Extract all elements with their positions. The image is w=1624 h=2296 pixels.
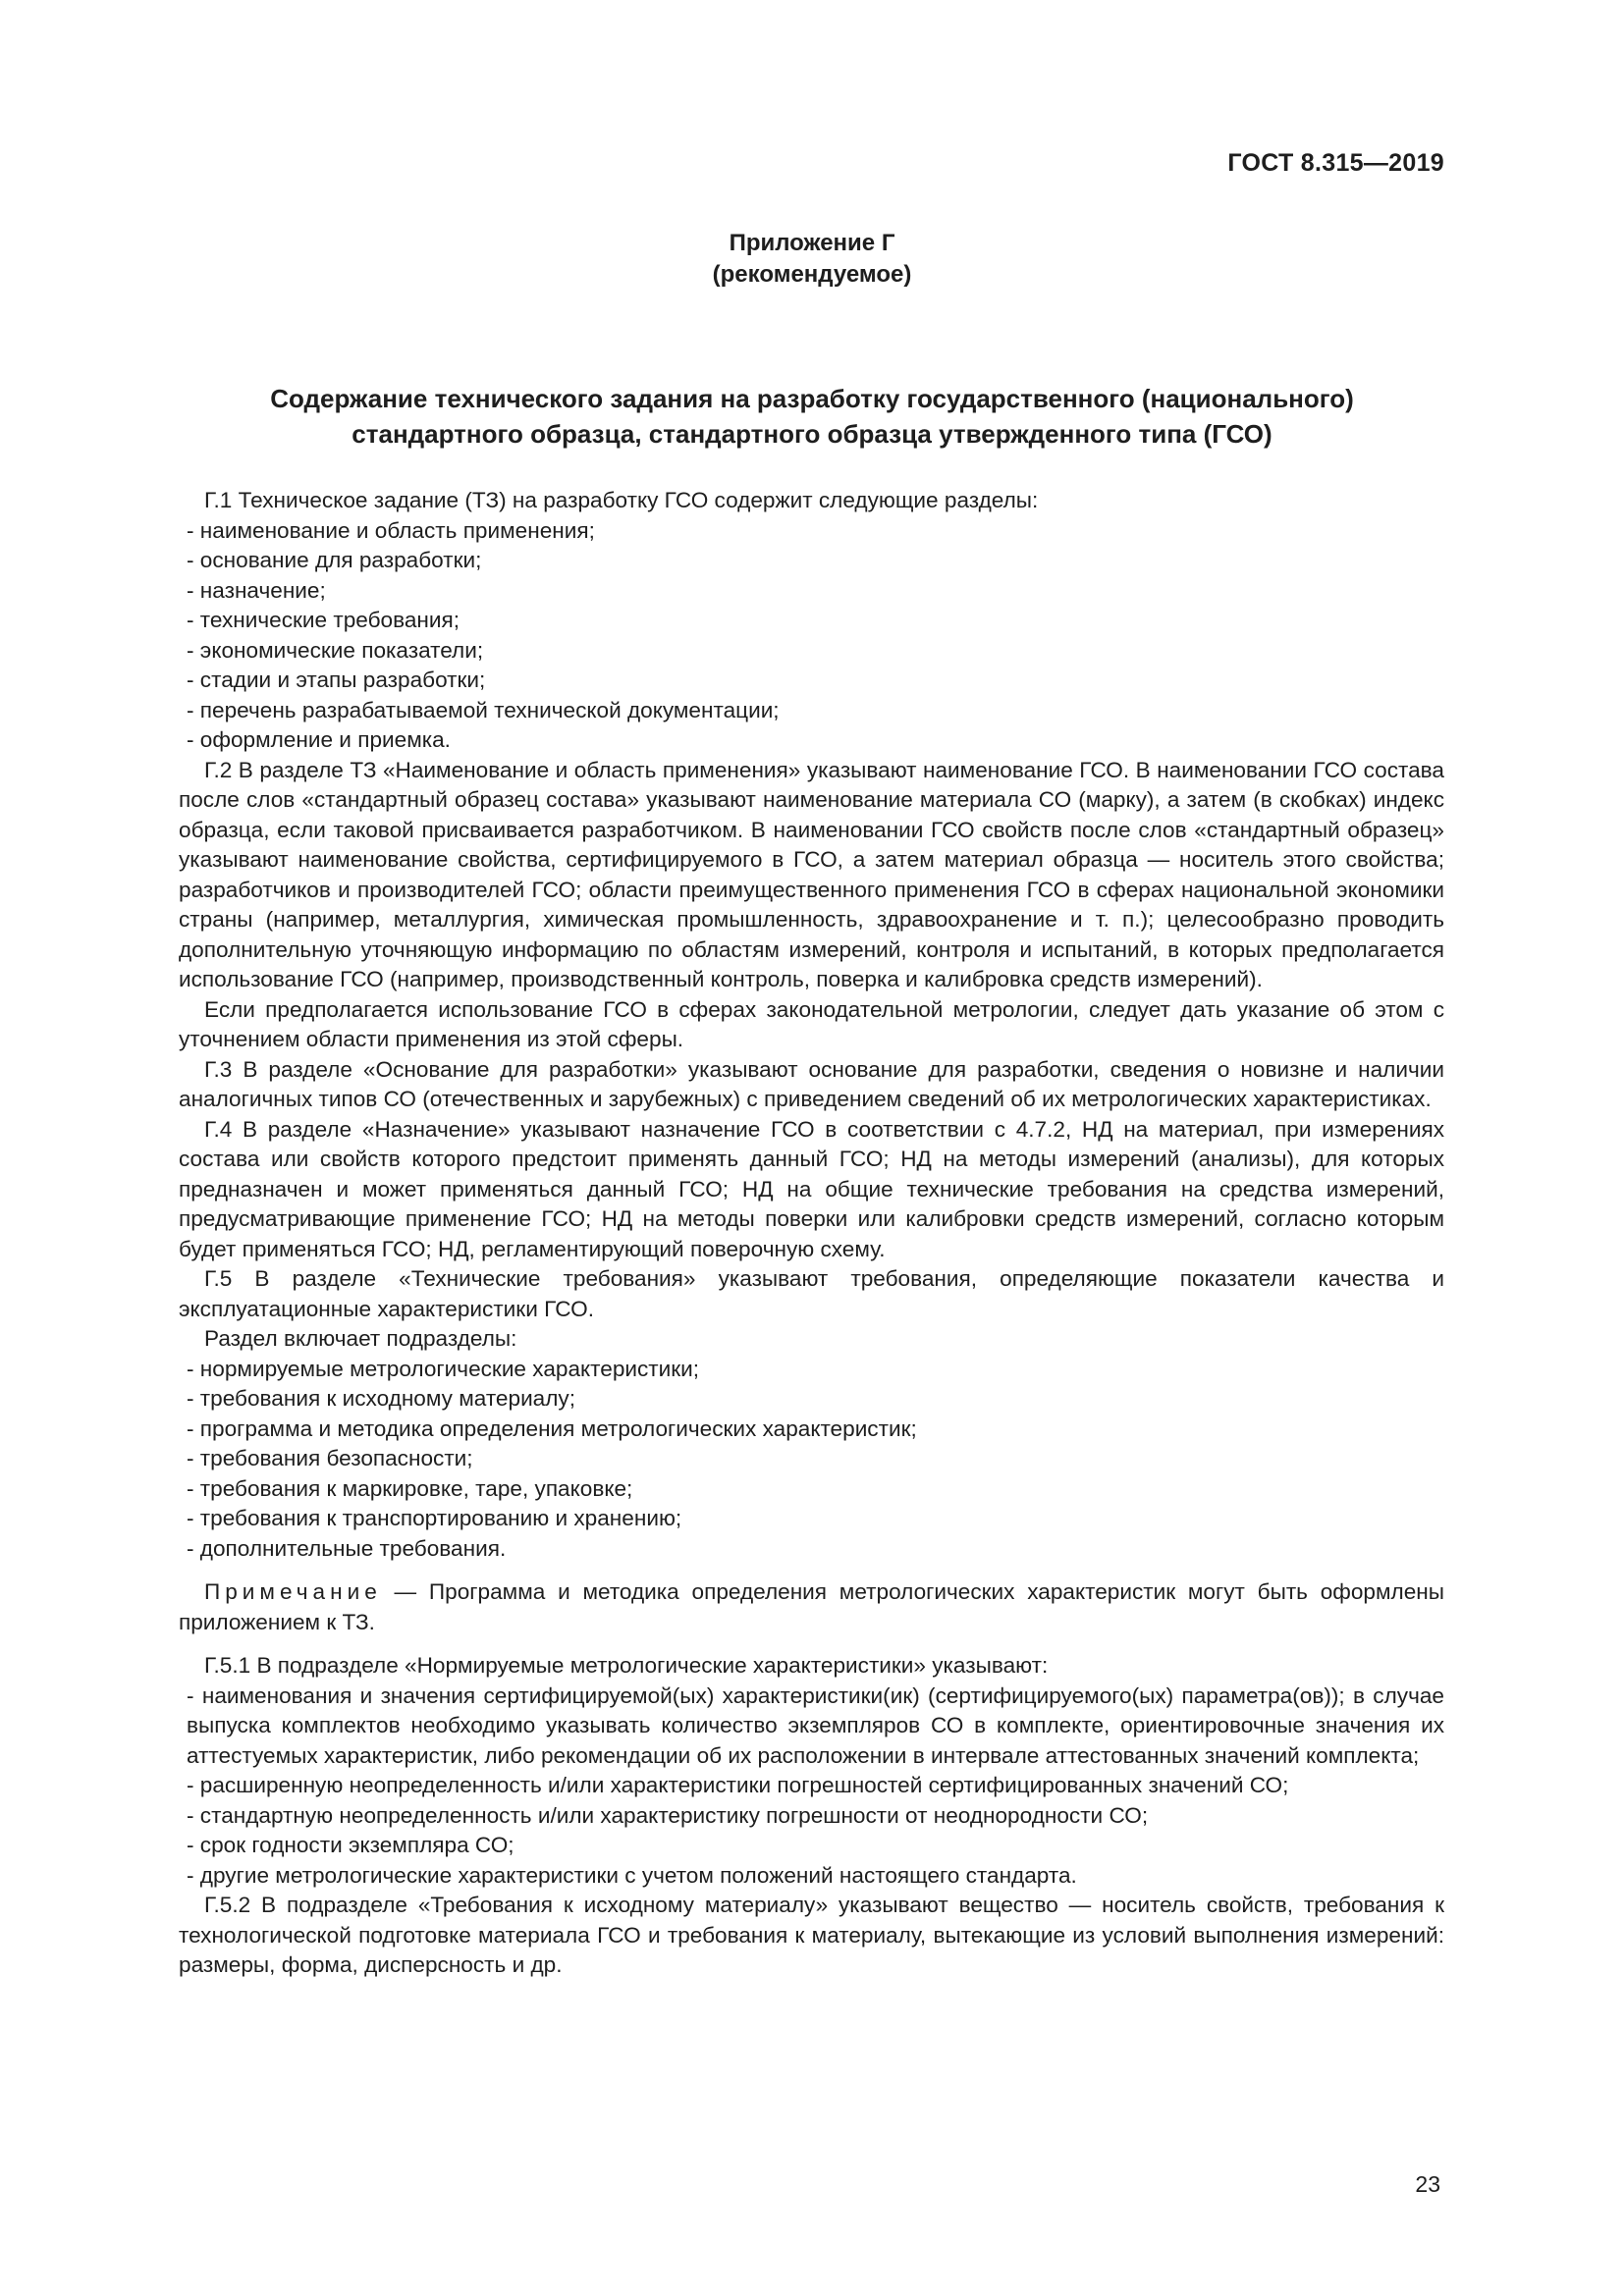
list-item: - дополнительные требования.: [187, 1535, 507, 1561]
list-item: - оформление и приемка.: [187, 727, 451, 752]
section-g5-paragraph: Г.5 В разделе «Технические требования» указывают требования, определяющие показатели качества и эксплуатационные характеристики ГСО.: [179, 1266, 1444, 1321]
list-item: - перечень разрабатываемой технической документации;: [187, 697, 780, 722]
list-item: - требования к исходному материалу;: [187, 1386, 576, 1411]
list-item: - требования безопасности;: [187, 1446, 473, 1470]
list-item: - стадии и этапы разработки;: [187, 667, 486, 692]
document-body: [179, 486, 1444, 1981]
document-title: [0, 381, 1624, 452]
section-g2-paragraph: Г.2 В разделе ТЗ «Наименование и область применения» указывают наименование ГСО. В наименовании ГСО состава после слов «стандартный образец состава» указывают наименование материала СО (марку), а затем (в скобках) индекс образца, если таковой присваивается разработчиком. В наименовании ГСО свойств после слов «стандартный образец» указывают наименование свойства, сертифицируемого в ГСО, а затем материал образца — носитель этого свойства; разработчиков и производителей ГСО; области преимущественного применения ГСО в сферах национальной экономики страны (например, металлургия, химическая промышленность, здравоохранение и т. п.); целесообразно проводить дополнительную уточняющую информацию по областям измерений, контроля и испытаний, в которых предполагается использование ГСО (например, производственный контроль, поверка и калибровка средств измерений).: [179, 757, 1444, 991]
list-item: - экономические показатели;: [187, 637, 484, 663]
list-item: - требования к транспортированию и хранению;: [187, 1506, 682, 1530]
page-number: 23: [1415, 2171, 1440, 2197]
list-item: - назначение;: [187, 577, 326, 603]
appendix-heading: [0, 228, 1624, 291]
note-paragraph: [179, 1577, 1444, 1637]
list-item: - расширенную неопределенность и/или характеристики погрешностей сертифицированных значений СО;: [187, 1773, 1289, 1797]
note-text: — Программа и методика определения метрологических характеристик могут быть оформлены приложением к ТЗ.: [179, 1579, 1444, 1634]
section-g52-paragraph: Г.5.2 В подразделе «Требования к исходному материалу» указывают вещество — носитель свойств, требования к технологической подготовке материала ГСО и требования к материалу, вытекающие из условий выполнения измерений: размеры, форма, дисперсность и др.: [179, 1893, 1444, 1977]
list-item: - программа и методика определения метрологических характеристик;: [187, 1415, 917, 1441]
list-item-long: - наименования и значения сертифицируемой(ых) характеристики(ик) (сертифицируемого(ых) параметра(ов)); в случае выпуска комплектов необходимо указывать количество экземпляров СО в комплекте, ориентировочные значения их аттестуемых характеристик, либо рекомендации об их расположении в интервале аттестованных значений комплекта;: [187, 1682, 1444, 1768]
appendix-status: (рекомендуемое): [712, 261, 912, 288]
list-item: - стандартную неопределенность и/или характеристику погрешности от неоднородности СО;: [187, 1802, 1149, 1828]
standard-code: ГОСТ 8.315—2019: [1227, 149, 1444, 177]
section-g3-paragraph: Г.3 В разделе «Основание для разработки» указывают основание для разработки, сведения о новизне и наличии аналогичных типов СО (отечественных и зарубежных) с приведением сведений об их метрологических характеристиках.: [179, 1056, 1444, 1111]
section-g51-intro: Г.5.1 В подразделе «Нормируемые метрологические характеристики» указывают:: [204, 1653, 1049, 1678]
section-g5-subsections-intro: Раздел включает подразделы:: [204, 1326, 517, 1351]
list-item: - наименование и область применения;: [187, 517, 595, 543]
section-g2-paragraph-2: Если предполагается использование ГСО в сферах законодательной метрологии, следует дать указание об этом с уточнением области применения из этой сферы.: [179, 996, 1444, 1051]
note-label: Примечание: [204, 1579, 382, 1604]
section-g4-paragraph: Г.4 В разделе «Назначение» указывают назначение ГСО в соответствии с 4.7.2, НД на материал, при измерениях состава или свойств которого предстоит применять данный ГСО; НД на методы измерений (анализы), для которых предназначен и может применяться данный ГСО; НД на общие технические требования на средства измерений, предусматривающие применение ГСО; НД на методы поверки или калибровки средств измерений, согласно которым будет применяться ГСО; НД, регламентирующий поверочную схему.: [179, 1116, 1444, 1261]
title-line-2: стандартного образца, стандартного образца утвержденного типа (ГСО): [352, 419, 1272, 449]
appendix-label: Приложение Г: [729, 230, 895, 256]
list-item: - другие метрологические характеристики с учетом положений настоящего стандарта.: [187, 1862, 1077, 1888]
section-g1-intro: Г.1 Техническое задание (ТЗ) на разработку ГСО содержит следующие разделы:: [204, 488, 1039, 512]
list-item: - требования к маркировке, таре, упаковке;: [187, 1475, 633, 1501]
list-item: - технические требования;: [187, 608, 460, 632]
list-item: - нормируемые метрологические характеристики;: [187, 1356, 700, 1381]
title-line-1: Содержание технического задания на разработку государственного (национального): [270, 384, 1354, 413]
list-item: - срок годности экземпляра СО;: [187, 1833, 514, 1857]
list-item: - основание для разработки;: [187, 548, 482, 572]
